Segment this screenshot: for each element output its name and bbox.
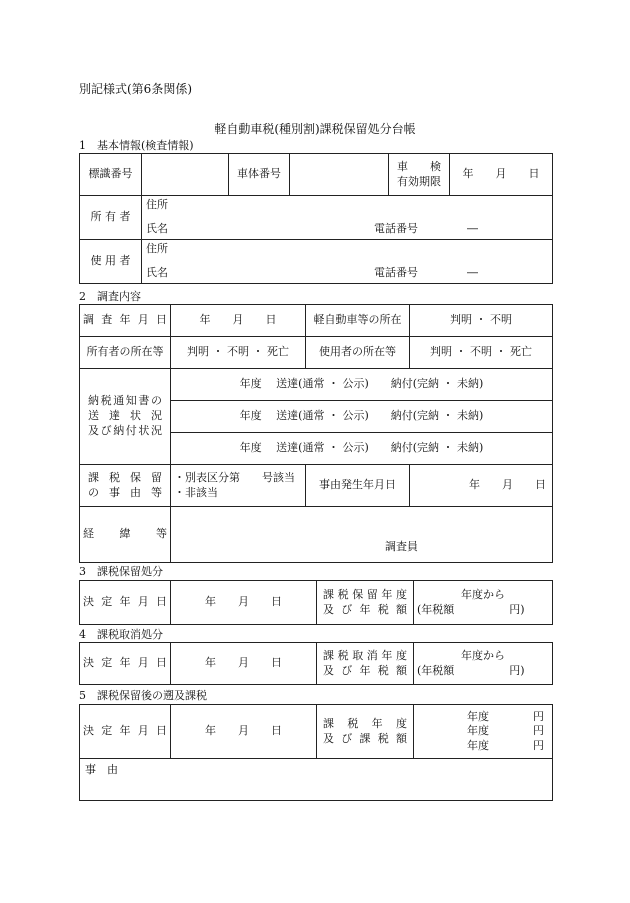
- user-phone-label: 電話番号: [374, 266, 418, 280]
- reason-option-not-applicable[interactable]: ・非該当: [174, 485, 218, 499]
- history-label: 経 緯 等: [80, 507, 171, 563]
- retro-tax-label: 課 税 年 度 及び課税額: [317, 705, 414, 759]
- inspection-expiry-label: 車 検 有効期限: [389, 154, 450, 196]
- notice-status-label: 納税通知書の 送 達 状 況 及び納付状況: [80, 369, 171, 465]
- survey-date-field[interactable]: 年 月 日: [171, 305, 306, 337]
- hold-decision-table: [79, 580, 553, 625]
- retro-reason-label: 事 由: [85, 763, 118, 776]
- section-5-heading: 5 課税保留後の遡及課税: [79, 689, 207, 702]
- section-3-heading: 3 課税保留処分: [79, 565, 163, 578]
- form-reference: 別記様式(第6条関係): [79, 82, 192, 96]
- hold-year-label: 課税保留年度 及び年税額: [317, 581, 414, 625]
- event-date-label: 事由発生年月日: [306, 465, 410, 507]
- hold-decision-date-field[interactable]: 年 月 日: [171, 581, 317, 625]
- notice-row[interactable]: 年度 送達(通常 ・ 公示) 納付(完納 ・ 未納): [171, 433, 553, 465]
- inspection-expiry-field[interactable]: 年 月 日: [450, 154, 553, 196]
- notice-row[interactable]: 年度 送達(通常 ・ 公示) 納付(完納 ・ 未納): [171, 401, 553, 433]
- retro-decision-date-field[interactable]: 年 月 日: [171, 705, 317, 759]
- cancel-decision-date-field[interactable]: 年 月 日: [171, 643, 317, 685]
- survey-table: [79, 304, 553, 563]
- section-2-heading: 2 調査内容: [79, 290, 141, 303]
- owner-info-field[interactable]: [142, 196, 553, 240]
- owner-name-label: 氏名: [146, 222, 168, 236]
- hold-decision-date-label: 決定年月日: [80, 581, 171, 625]
- plate-number-field[interactable]: [142, 154, 229, 196]
- basic-info-table: [79, 153, 553, 284]
- history-field[interactable]: [171, 507, 553, 563]
- hold-reason-options[interactable]: [171, 465, 306, 507]
- retroactive-tax-table: [79, 704, 553, 801]
- plate-number-label: 標識番号: [80, 154, 142, 196]
- owner-phone-label: 電話番号: [374, 222, 418, 236]
- cancel-year-field[interactable]: 年度から (年税額 円): [414, 643, 553, 685]
- notice-row[interactable]: 年度 送達(通常 ・ 公示) 納付(完納 ・ 未納): [171, 369, 553, 401]
- body-number-label: 車体番号: [229, 154, 290, 196]
- user-location-field[interactable]: 判明 ・ 不明 ・ 死亡: [410, 337, 553, 369]
- vehicle-location-field[interactable]: 判明 ・ 不明: [410, 305, 553, 337]
- event-date-field[interactable]: 年 月 日: [410, 465, 553, 507]
- survey-date-label: 調査年月日: [80, 305, 171, 337]
- owner-label: 所 有 者: [80, 196, 142, 240]
- section-1-heading: 1 基本情報(検査情報): [79, 139, 194, 152]
- retro-decision-date-label: 決定年月日: [80, 705, 171, 759]
- retro-reason-field[interactable]: [80, 759, 553, 801]
- cancel-decision-table: [79, 642, 553, 685]
- hold-year-field[interactable]: 年度から (年税額 円): [414, 581, 553, 625]
- cancel-year-label: 課税取消年度 及び年税額: [317, 643, 414, 685]
- body-number-field[interactable]: [290, 154, 389, 196]
- reason-option-applicable[interactable]: ・別表区分第 号該当: [174, 470, 295, 484]
- user-info-field[interactable]: [142, 240, 553, 284]
- owner-location-field[interactable]: 判明 ・ 不明 ・ 死亡: [171, 337, 306, 369]
- user-label: 使 用 者: [80, 240, 142, 284]
- investigator-label: 調査員: [385, 540, 418, 554]
- owner-phone-dash: ―: [467, 222, 478, 236]
- hold-reason-label: 課 税 保 留 の 事 由 等: [80, 465, 171, 507]
- page-title: 軽自動車税(種別割)課税保留処分台帳: [214, 122, 416, 136]
- vehicle-location-label: 軽自動車等の所在: [306, 305, 410, 337]
- section-4-heading: 4 課税取消処分: [79, 628, 163, 641]
- user-name-label: 氏名: [146, 266, 168, 280]
- owner-location-label: 所有者の所在等: [80, 337, 171, 369]
- owner-address-label: 住所: [146, 198, 168, 211]
- cancel-decision-date-label: 決定年月日: [80, 643, 171, 685]
- retro-tax-field[interactable]: 年度 円 年度 円 年度 円: [414, 705, 553, 759]
- user-address-label: 住所: [146, 242, 168, 255]
- user-location-label: 使用者の所在等: [306, 337, 410, 369]
- user-phone-dash: ―: [467, 266, 478, 280]
